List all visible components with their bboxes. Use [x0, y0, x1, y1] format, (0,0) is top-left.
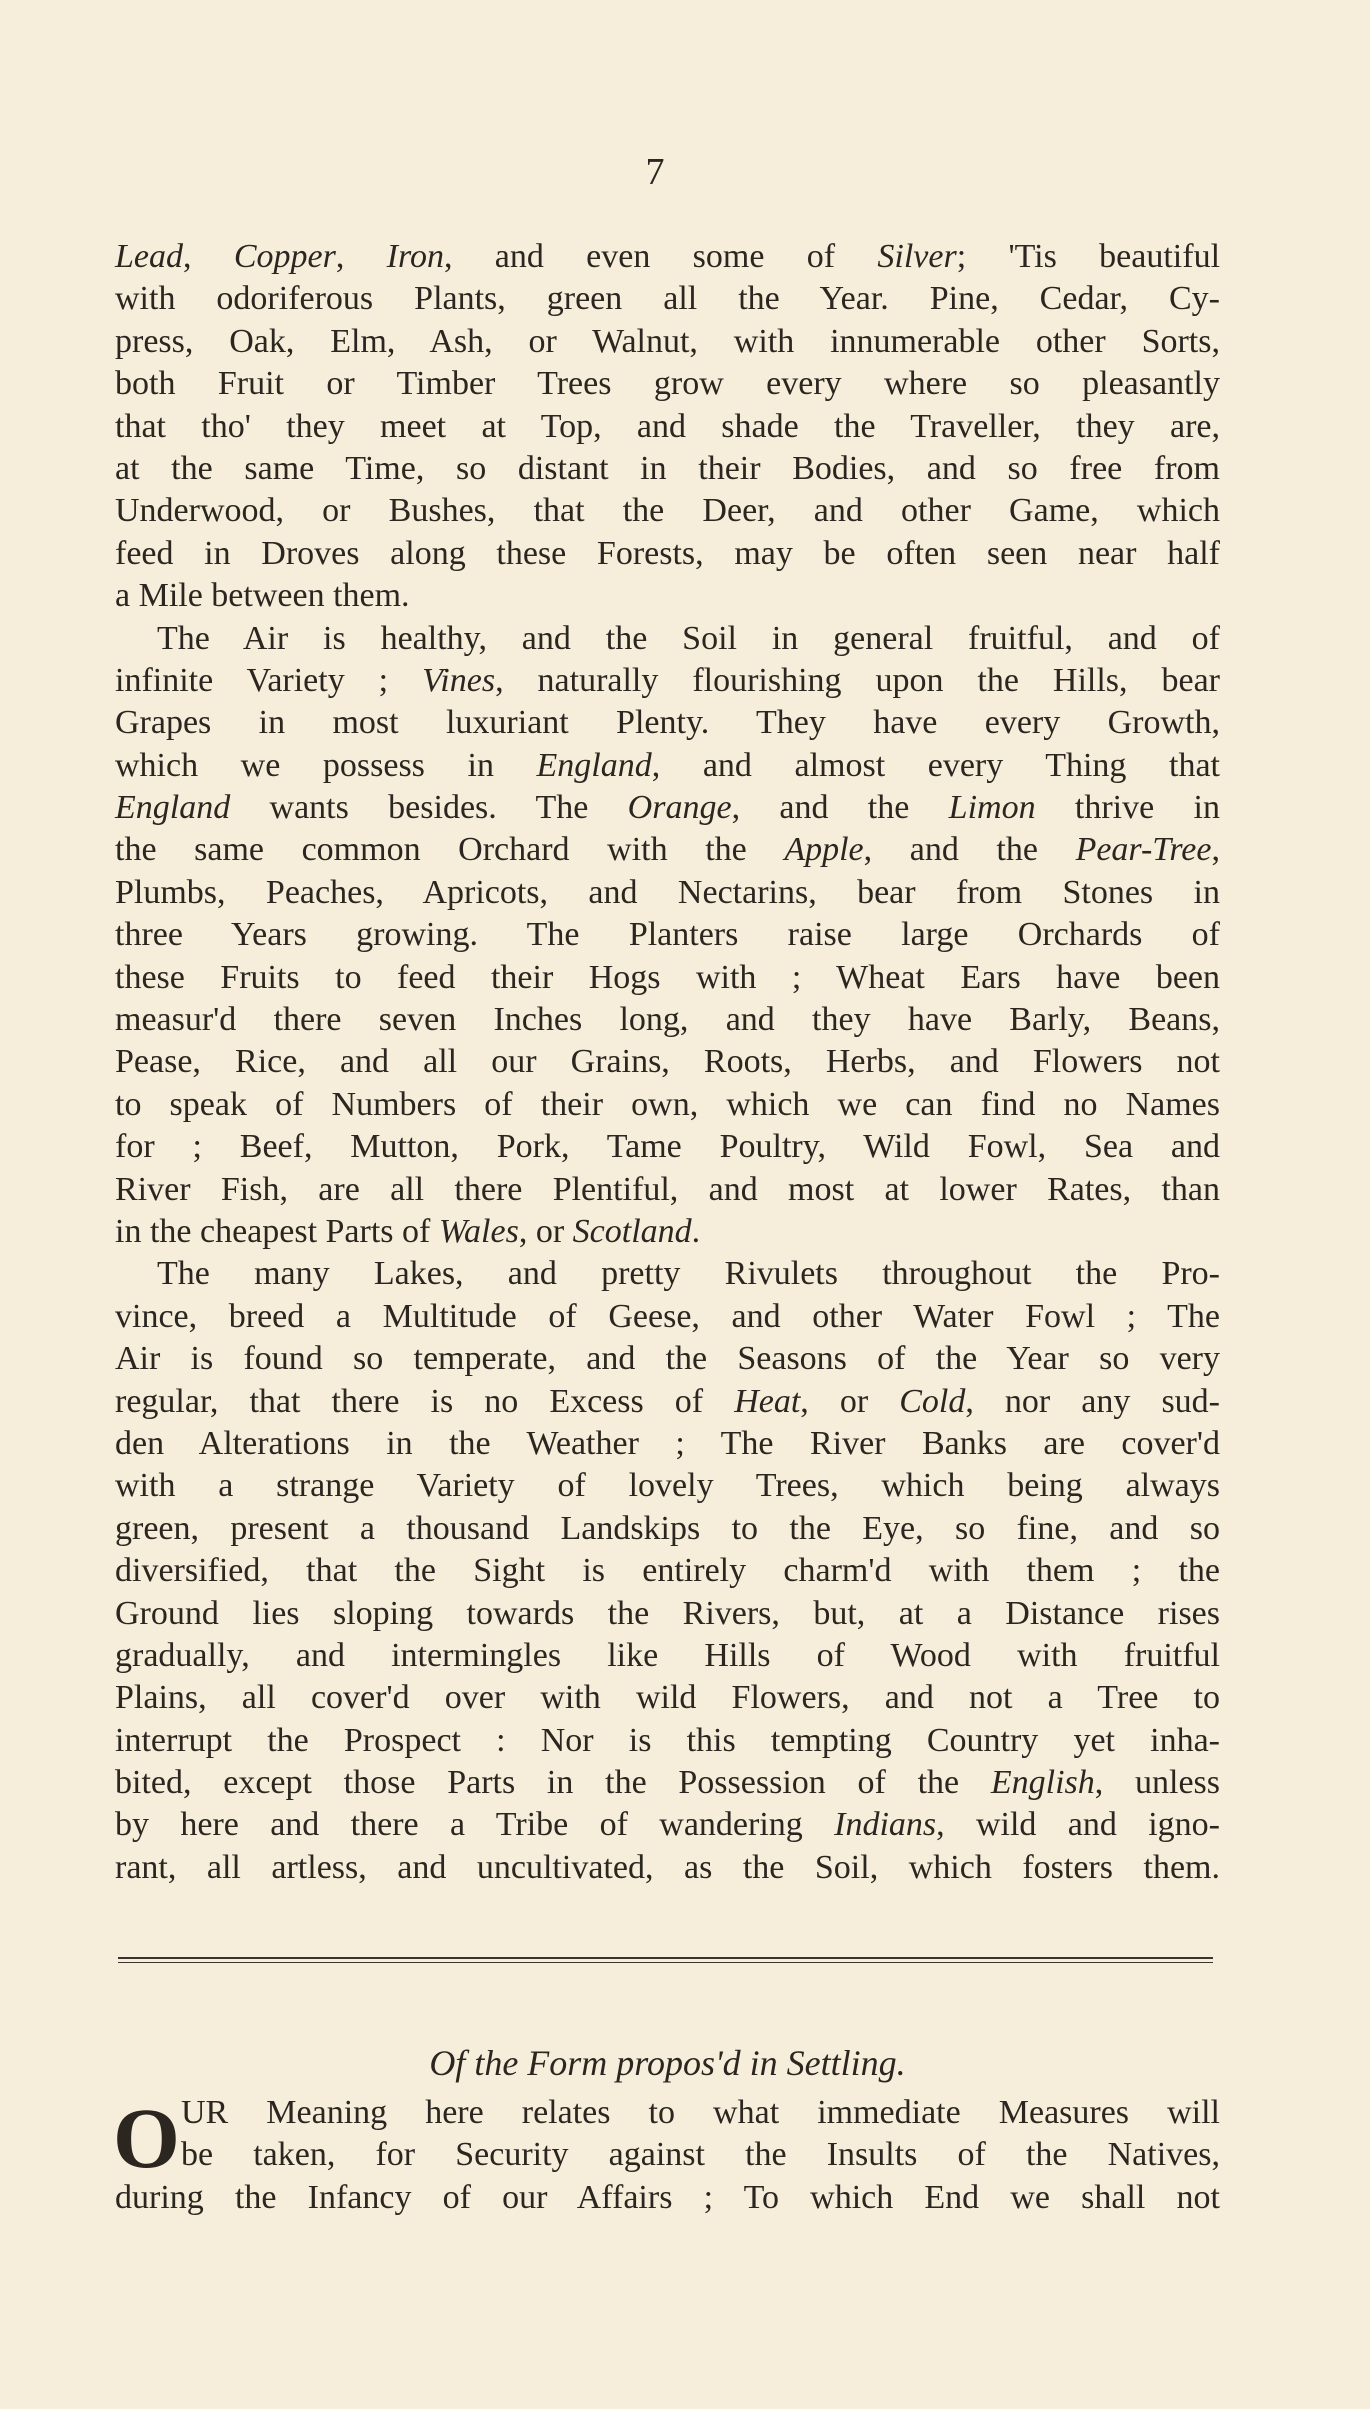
text-line: interrupt the Prospect : Nor is this tempting Country yet inha-: [115, 1721, 1220, 1759]
text-line: the same common Orchard with the Apple, and the Pear-Tree,: [115, 831, 1220, 869]
text-line: in the cheapest Parts of Wales, or Scotland.: [115, 1212, 701, 1250]
text-line: these Fruits to feed their Hogs with ; Wheat Ears have been: [115, 958, 1220, 996]
text-line: be taken, for Security against the Insults of the Natives,: [181, 2136, 1220, 2174]
text-line: three Years growing. The Planters raise large Orchards of: [115, 916, 1220, 954]
section-1-text: [115, 236, 1220, 1889]
text-line: Plumbs, Peaches, Apricots, and Nectarins, bear from Stones in: [115, 873, 1220, 911]
text-line: gradually, and intermingles like Hills of Wood with fruitful: [115, 1636, 1220, 1674]
text-line: measur'd there seven Inches long, and they have Barly, Beans,: [115, 1001, 1220, 1039]
text-line: infinite Variety ; Vines, naturally flourishing upon the Hills, bear: [115, 661, 1220, 699]
page-number: 7: [645, 151, 665, 193]
text-line: press, Oak, Elm, Ash, or Walnut, with innumerable other Sorts,: [115, 322, 1220, 360]
text-line: for ; Beef, Mutton, Pork, Tame Poultry, Wild Fowl, Sea and: [115, 1128, 1220, 1166]
text-line: The many Lakes, and pretty Rivulets throughout the Pro-: [157, 1255, 1220, 1293]
text-line: to speak of Numbers of their own, which we can find no Names: [115, 1085, 1220, 1123]
text-line: during the Infancy of our Affairs ; To which End we shall not: [115, 2178, 1220, 2216]
text-line: bited, except those Parts in the Possession of the English, unless: [115, 1764, 1221, 1802]
text-line: Grapes in most luxuriant Plenty. They have every Growth,: [115, 704, 1220, 742]
text-line: with odoriferous Plants, green all the Year. Pine, Cedar, Cy-: [115, 280, 1220, 318]
text-line: River Fish, are all there Plentiful, and most at lower Rates, than: [115, 1170, 1220, 1208]
text-line: Lead, Copper, Iron, and even some of Silver; 'Tis beautiful: [115, 238, 1221, 275]
text-line: den Alterations in the Weather ; The River Banks are cover'd: [115, 1424, 1220, 1462]
text-line: green, present a thousand Landskips to the Eye, so fine, and so: [115, 1509, 1220, 1547]
text-line: by here and there a Tribe of wandering Indians, wild and igno-: [115, 1806, 1220, 1844]
drop-cap: O: [113, 2090, 180, 2186]
text-line: Pease, Rice, and all our Grains, Roots, Herbs, and Flowers not: [115, 1043, 1220, 1081]
text-line: Plains, all cover'd over with wild Flowers, and not a Tree to: [115, 1679, 1220, 1717]
text-line: The Air is healthy, and the Soil in general fruitful, and of: [157, 619, 1220, 657]
text-line: that tho' they meet at Top, and shade the Traveller, they are,: [115, 407, 1220, 445]
section-2-text: [115, 2092, 1220, 2219]
text-line: both Fruit or Timber Trees grow every where so pleasantly: [115, 365, 1220, 403]
text-line: at the same Time, so distant in their Bodies, and so free from: [115, 449, 1220, 487]
text-line: England wants besides. The Orange, and the Limon thrive in: [115, 789, 1220, 827]
text-line: feed in Droves along these Forests, may be often seen near half: [115, 534, 1220, 572]
section-divider-thin: [118, 1962, 1213, 1963]
text-line: UR Meaning here relates to what immediate Measures will: [181, 2094, 1220, 2131]
text-line: vince, breed a Multitude of Geese, and other Water Fowl ; The: [115, 1297, 1220, 1335]
text-line: regular, that there is no Excess of Heat, or Cold, nor any sud-: [115, 1382, 1221, 1420]
section-divider: [118, 1957, 1213, 1959]
text-line: Ground lies sloping towards the Rivers, but, at a Distance rises: [115, 1594, 1220, 1632]
text-line: a Mile between them.: [115, 577, 410, 615]
text-line: which we possess in England, and almost every Thing that: [115, 746, 1220, 784]
section-heading: Of the Form propos'd in Settling.: [429, 2043, 906, 2083]
text-line: with a strange Variety of lovely Trees, which being always: [115, 1467, 1220, 1505]
text-line: Underwood, or Bushes, that the Deer, and other Game, which: [115, 492, 1220, 530]
text-line: Air is found so temperate, and the Seasons of the Year so very: [115, 1340, 1220, 1378]
text-line: rant, all artless, and uncultivated, as the Soil, which fosters them.: [115, 1848, 1220, 1886]
text-line: diversified, that the Sight is entirely charm'd with them ; the: [115, 1552, 1220, 1590]
